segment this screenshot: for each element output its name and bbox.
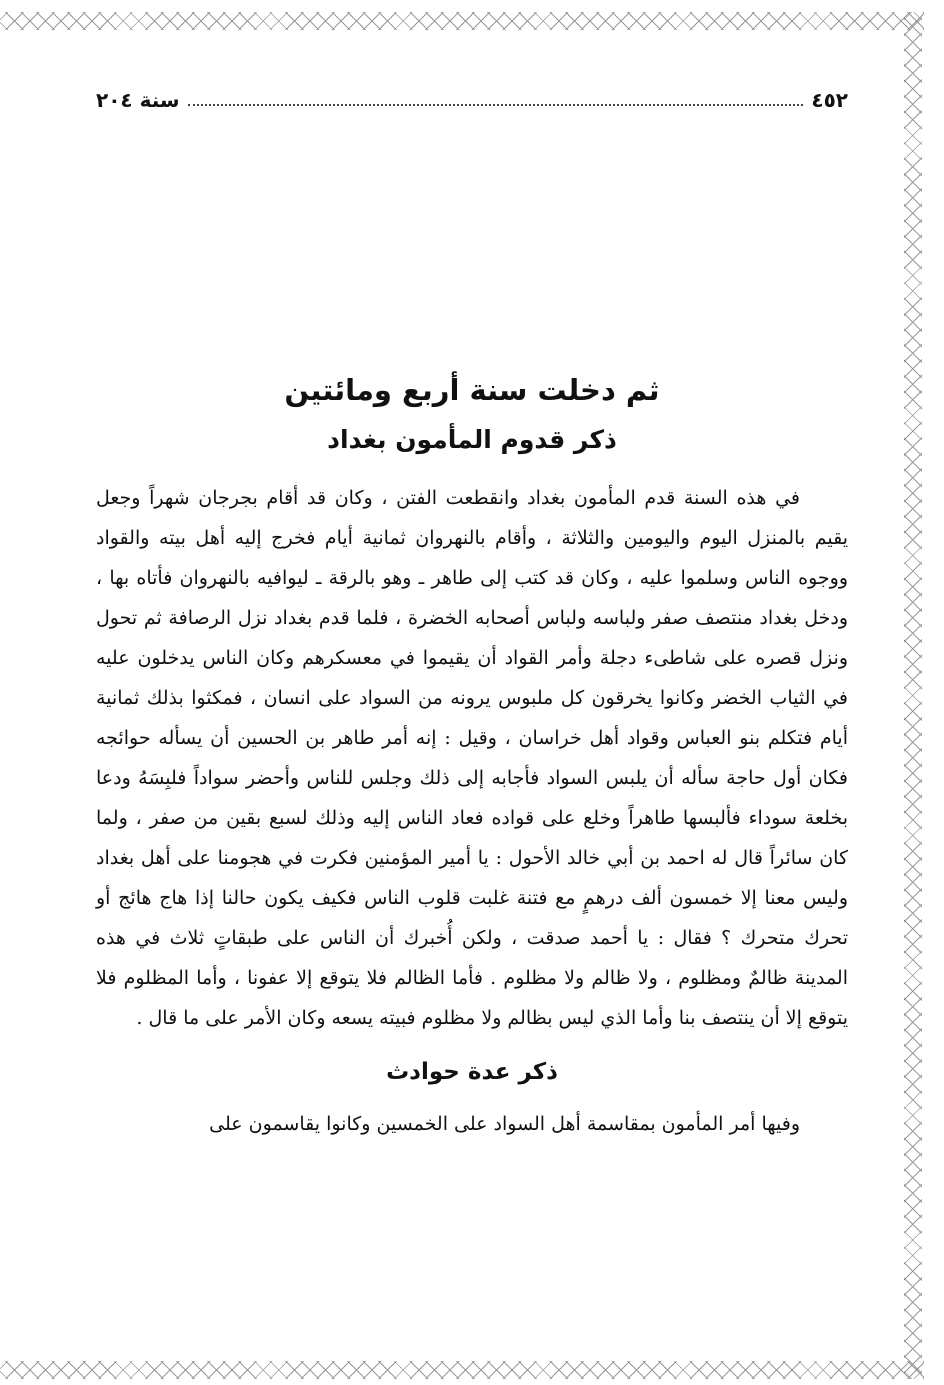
body-paragraph: في هذه السنة قدم المأمون بغداد وانقطعت الفتن ، وكان قد أقام بجرجان شهراً وجعل يقيم بالمنزل اليوم واليومين والثلاثة ، وأقام بالنهروان ثمانية أيام فخرج إليه أهل بيته والقواد ووجوه الناس وسلموا عليه ، وكان قد كتب إلى طاهر ـ وهو بالرقة ـ ليوافيه بالنهروان فأتاه بها ، ودخل بغداد منتصف صفر ولباسه ولباس أصحابه الخضرة ، فلما قدم بغداد نزل الرصافة ثم تحول ونزل قصره على شاطىء دجلة وأمر القواد أن يقيموا في معسكرهم وكان الناس يدخلون عليه في الثياب الخضر وكانوا يخرقون كل ملبوس يرونه من السواد على انسان ، فمكثوا بذلك ثمانية أيام فتكلم بنو العباس وقواد أهل خراسان ، وقيل : إنه أمر طاهر بن الحسين أن يسأله حوائجه فكان أول حاجة سأله أن يلبس السواد فأجابه إلى ذلك وجلس للناس وأحضر سواداً فلبِسَهُ ودعا بخلعة سوداء فألبسها طاهراً وخلع على قواده فعاد الناس إليه وذلك لسبع بقين من صفر ، ولما كان سائراً قال له احمد بن أبي خالد الأحول : يا أمير المؤمنين فكرت في هجومنا على أهل بغداد وليس معنا إلا خمسون ألف درهمٍ مع فتنة غلبت قلوب الناس فكيف يكون حالنا إذا هاج هائج أو تحرك متحرك ؟ فقال : يا أحمد صدقت ، ولكن أُخبرك أن الناس على طبقاتٍ ثلاث في هذه المدينة ظالمٌ ومظلوم ، ولا ظالم ولا مظلوم . فأما الظالم فلا يتوقع إلا عفونا ، وأما المظلوم فلا يتوقع إلا أن ينتصف بنا وأما الذي ليس بظالم ولا مظلوم فبيته يسعه وكان الأمر على ما قال . <box>96 487 848 1030</box>
page-content <box>96 372 848 1144</box>
running-header <box>96 80 848 120</box>
chapter-title: ثم دخلت سنة أربع ومائتين <box>284 373 660 407</box>
header-dotted-leader <box>188 104 804 106</box>
decorative-border-bottom <box>0 1361 924 1379</box>
section-title-events: ذكر عدة حوادث <box>386 1059 558 1086</box>
body-paragraph-2: وفيها أمر المأمون بمقاسمة أهل السواد على الخمسين وكانوا يقاسمون على <box>209 1113 800 1136</box>
year-label: سنة ٢٠٤ <box>96 88 180 112</box>
decorative-border-top <box>0 12 924 30</box>
page-number: ٤٥٢ <box>811 88 848 112</box>
decorative-border-right <box>904 12 922 1379</box>
section-title: ذكر قدوم المأمون بغداد <box>327 424 617 454</box>
